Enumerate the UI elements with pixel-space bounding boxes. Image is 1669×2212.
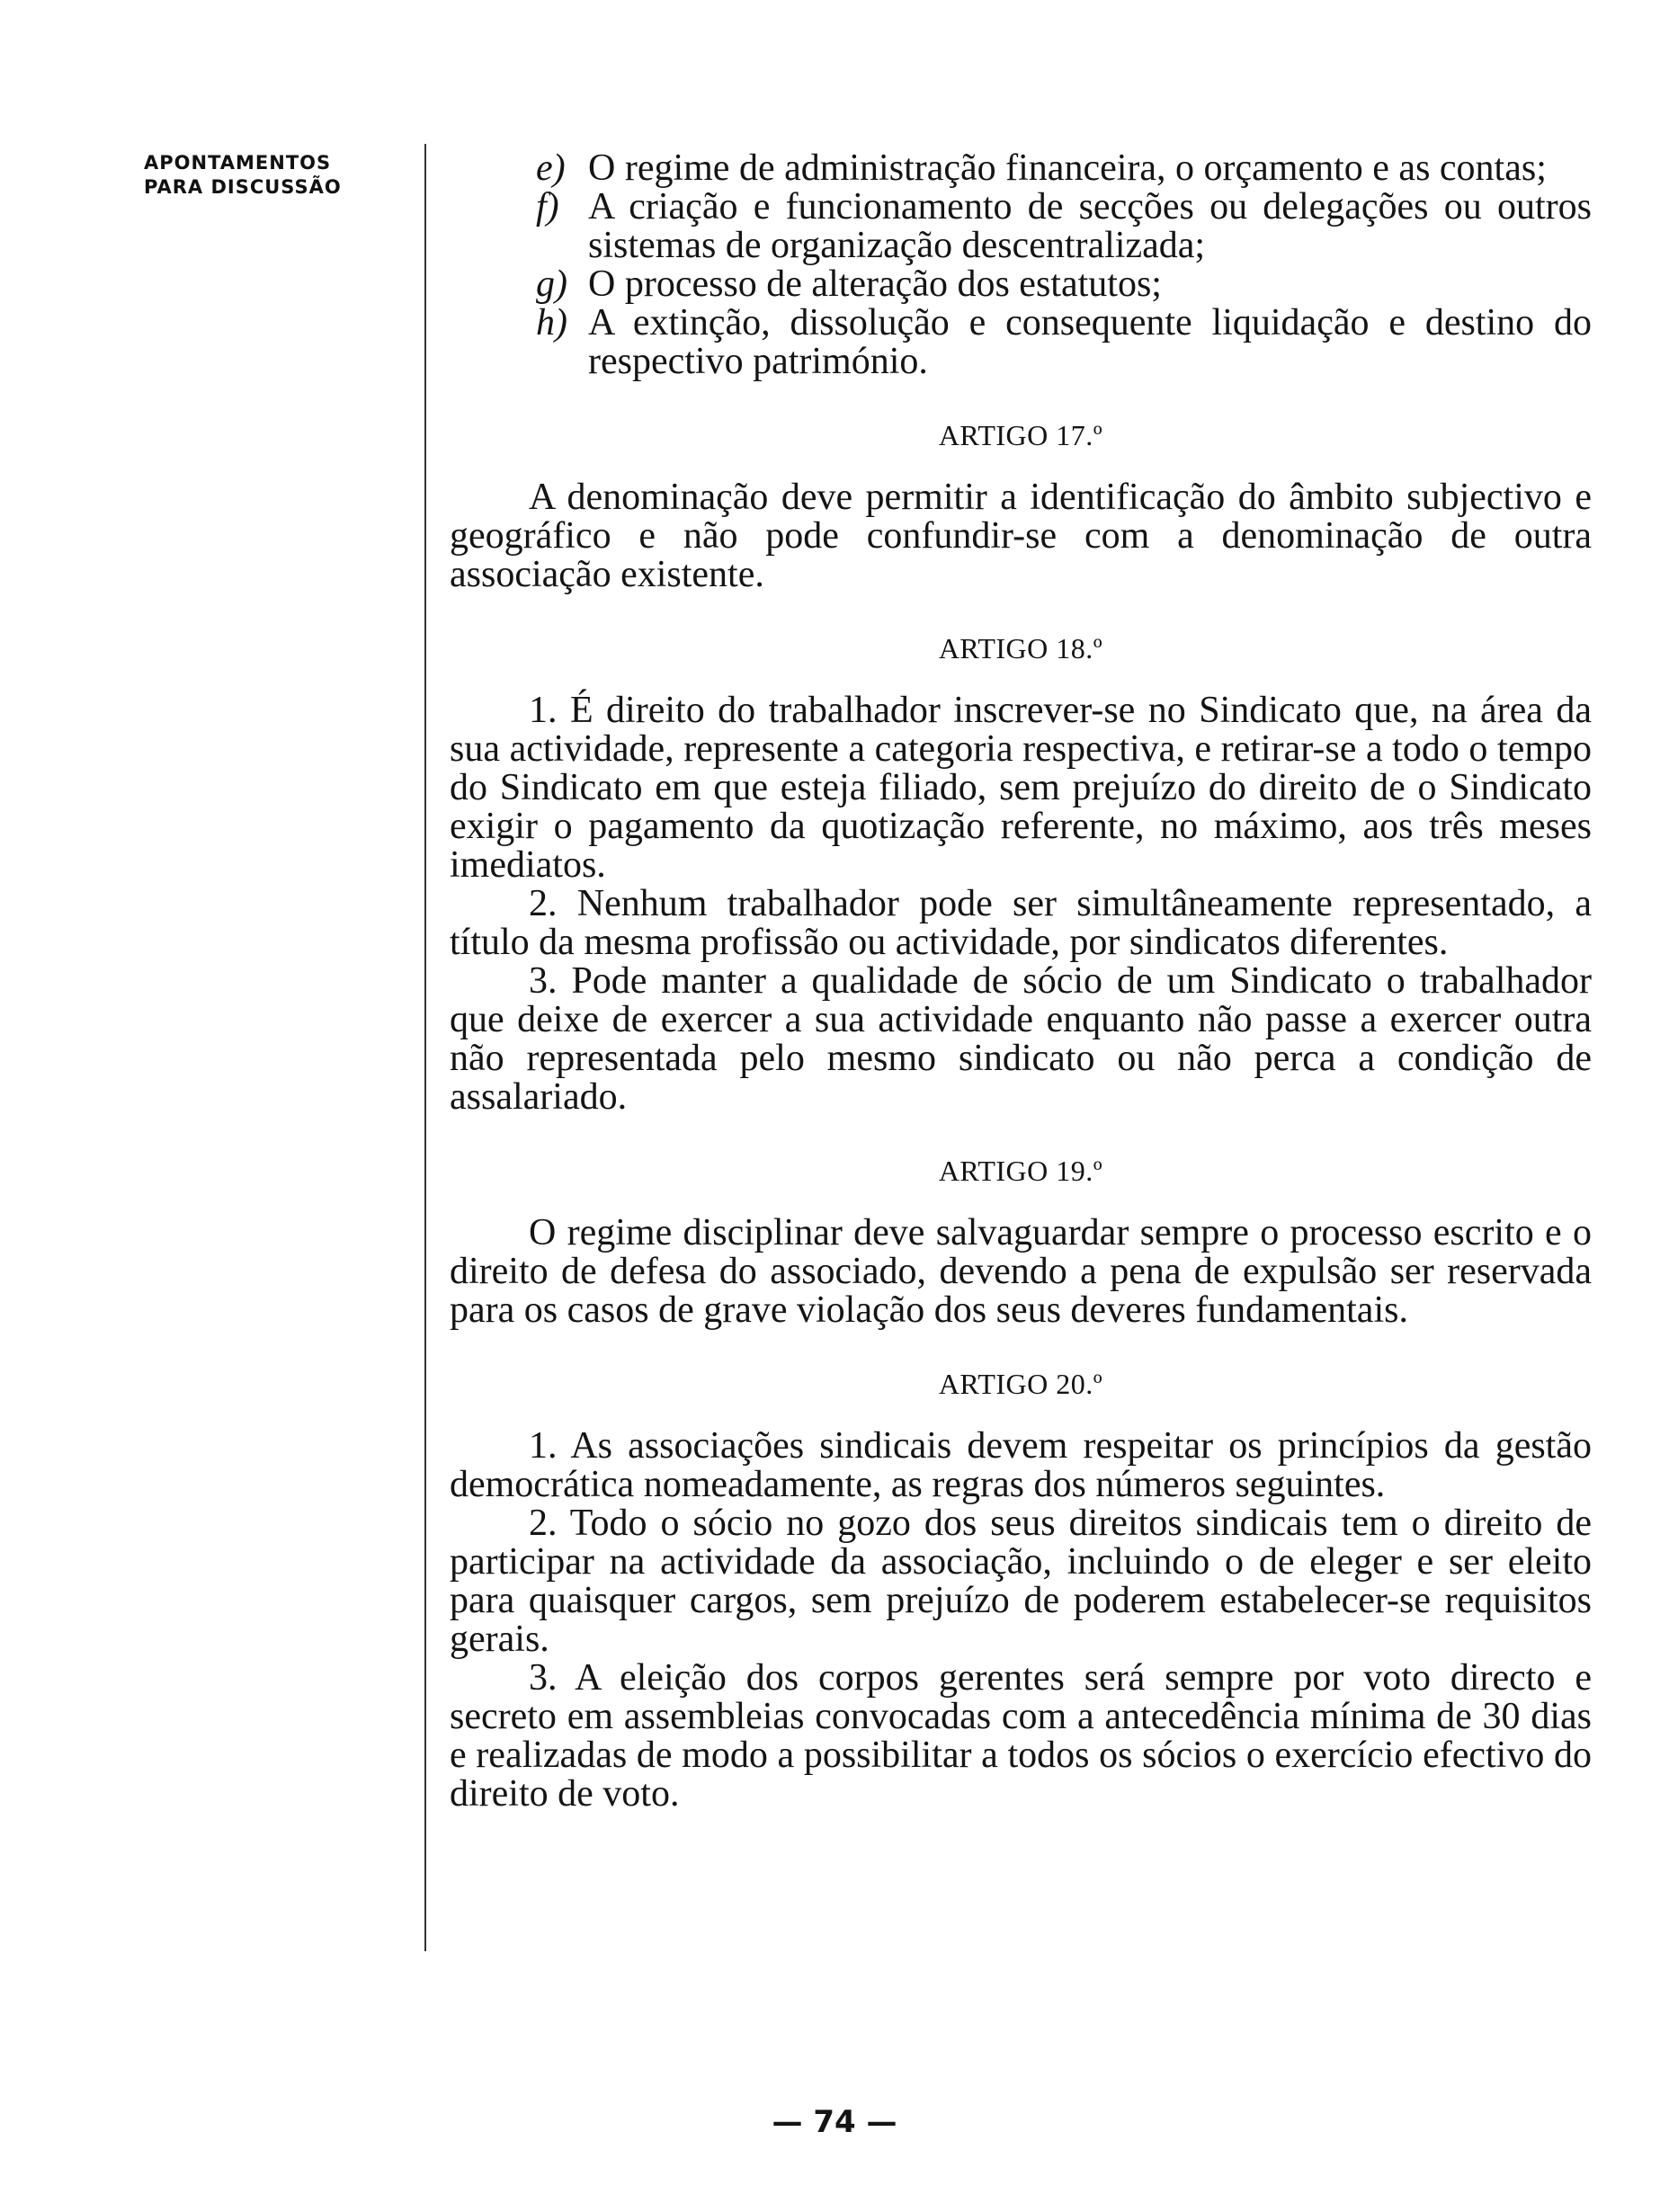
article-heading: ARTIGO 17.º [938,419,1103,451]
page-body [450,149,1592,1814]
list-marker: g) [536,263,567,305]
list-text: O regime de administração financeira, o orçamento e as contas; [588,147,1547,189]
margin-note [144,151,405,200]
article-paragraph: 2. Todo o sócio no gozo dos seus direitos sindicais tem o direito de participar na actividade da associação, incluindo o de eleger e ser eleito para quaisquer cargos, sem prejuízo de poderem estabelecer-se requisitos gerais. [450,1503,1592,1660]
list-block [450,149,1592,381]
article-paragraph: 3. A eleição dos corpos gerentes será sempre por voto directo e secreto em assembleias convocadas com a antecedência mínima de 30 dias e realizadas de modo a possibilitar a todos os sócios o exercício efectivo do direito de voto. [450,1657,1592,1815]
list-item [450,304,1592,381]
list-marker: e) [536,147,566,189]
article-paragraph: 1. É direito do trabalhador inscrever-se no Sindicato que, na área da sua actividade, represente a categoria respectiva, e retirar-se a todo o tempo do Sindicato em que esteja filiado, sem prejuízo do direito de o Sindicato exigir o pagamento da quotização referente, no máximo, aos três meses imediatos. [450,690,1592,886]
list-text: A extinção, dissolução e consequente liquidação e destino do respectivo património. [588,302,1592,382]
list-marker: f) [536,186,559,227]
list-item [450,149,1592,188]
page-number: — 74 — [772,2104,897,2140]
article-paragraph: 2. Nenhum trabalhador pode ser simultâneamente representado, a título da mesma profissão ou actividade, por sindicatos diferentes. [450,883,1592,963]
article-heading: ARTIGO 19.º [938,1155,1103,1187]
list-marker: h) [536,302,567,343]
margin-note-line-2: PARA DISCUSSÃO [144,176,342,198]
article-19 [450,1153,1592,1330]
article-paragraph: 3. Pode manter a qualidade de sócio de um Sindicato o trabalhador que deixe de exercer a sua actividade enquanto não passe a exercer outra não representada pelo mesmo sindicato ou não perca a condição de assalariado. [450,960,1592,1118]
list-item [450,188,1592,265]
margin-rule [424,144,426,1951]
article-20 [450,1366,1592,1814]
article-17 [450,417,1592,594]
article-paragraph: O regime disciplinar deve salvaguardar sempre o processo escrito e o direito de defesa do associado, devendo a pena de expulsão ser reservada para os casos de grave violação dos seus deveres fundamentais. [450,1212,1592,1331]
article-heading: ARTIGO 20.º [938,1368,1103,1400]
article-paragraph: 1. As associações sindicais devem respeitar os princípios da gestão democrática nomeadamente, as regras dos números seguintes. [450,1425,1592,1505]
article-paragraph: A denominação deve permitir a identificação do âmbito subjectivo e geográfico e não pode confundir-se com a denominação de outra associação existente. [450,477,1592,595]
article-heading: ARTIGO 18.º [938,632,1103,664]
list-item [450,265,1592,304]
list-text: A criação e funcionamento de secções ou delegações ou outros sistemas de organização descentralizada; [588,186,1592,266]
article-18 [450,630,1592,1117]
list-text: O processo de alteração dos estatutos; [588,263,1162,305]
margin-note-line-1: APONTAMENTOS [144,152,332,174]
